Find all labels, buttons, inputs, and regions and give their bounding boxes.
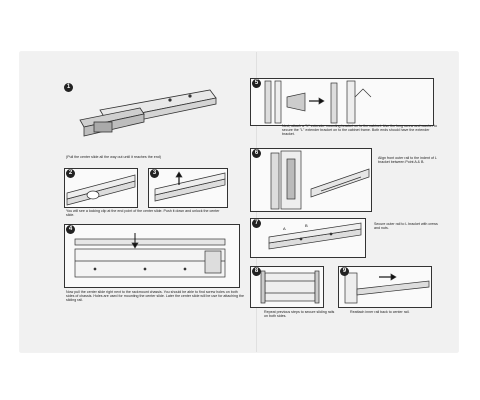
step-2-panel [64, 168, 138, 208]
point-b-label: B [305, 223, 308, 228]
step-7-panel [250, 218, 366, 258]
step-5-caption: Next, attach a "L" extender mounting bracket on to the cabinet. Use the long screw and washer to secure the "L" extender bracket on to the cabinet frame. Both ends should have the extender bracket. [282, 124, 437, 137]
step-1-caption: (Pull the center slide all the way out until it reaches the end) [66, 155, 161, 159]
step-1-illustration [20, 52, 240, 162]
step-9-number: 9 [340, 267, 349, 276]
step-6-panel [250, 148, 372, 212]
step-3-number: 3 [150, 169, 159, 178]
instruction-sheet [20, 52, 458, 352]
step-9-caption: Reattach inner rail back to center rail. [350, 310, 410, 314]
step-7-caption: Secure outer rail to L bracket with crews and nuts. [374, 222, 438, 231]
step-9-illustration [339, 267, 431, 307]
step-3-panel [148, 168, 228, 208]
step-5-illustration [251, 79, 433, 125]
step-4-illustration [65, 225, 239, 287]
step-9-panel [338, 266, 432, 308]
step-6-number: 6 [252, 149, 261, 158]
step-4-panel [64, 224, 240, 288]
step-1-number: 1 [64, 83, 73, 92]
step-4-caption: Now pull the center slide right next to the rackmount chassis. You should be able to find screw holes on both sides of chassis. Holes are used for mounting the center slide. Later the center slide will be use for attaching the sliding rail. [66, 290, 244, 303]
step-7-number: 7 [252, 219, 261, 228]
step-5-panel [250, 78, 434, 126]
step-4-number: 4 [66, 225, 75, 234]
step-8-number: 8 [252, 267, 261, 276]
step-2-number: 2 [66, 169, 75, 178]
point-a-label: A [283, 226, 286, 231]
step-3-caption: You will see a locking clip at the end point of the center slide. Push it down and unlock the center slide. [66, 209, 220, 218]
step-5-number: 5 [252, 79, 261, 88]
step-8-illustration [251, 267, 323, 307]
step-8-panel [250, 266, 324, 308]
step-6-illustration [251, 149, 371, 211]
step-3-illustration [149, 169, 227, 207]
step-6-caption: Align front outer rail to the indent of L bracket between Point A & B. [378, 156, 437, 165]
step-7-illustration [251, 219, 365, 257]
step-8-caption: Repeat previous steps to secure sliding rails on both sides. [264, 310, 335, 319]
step-2-illustration [65, 169, 137, 207]
